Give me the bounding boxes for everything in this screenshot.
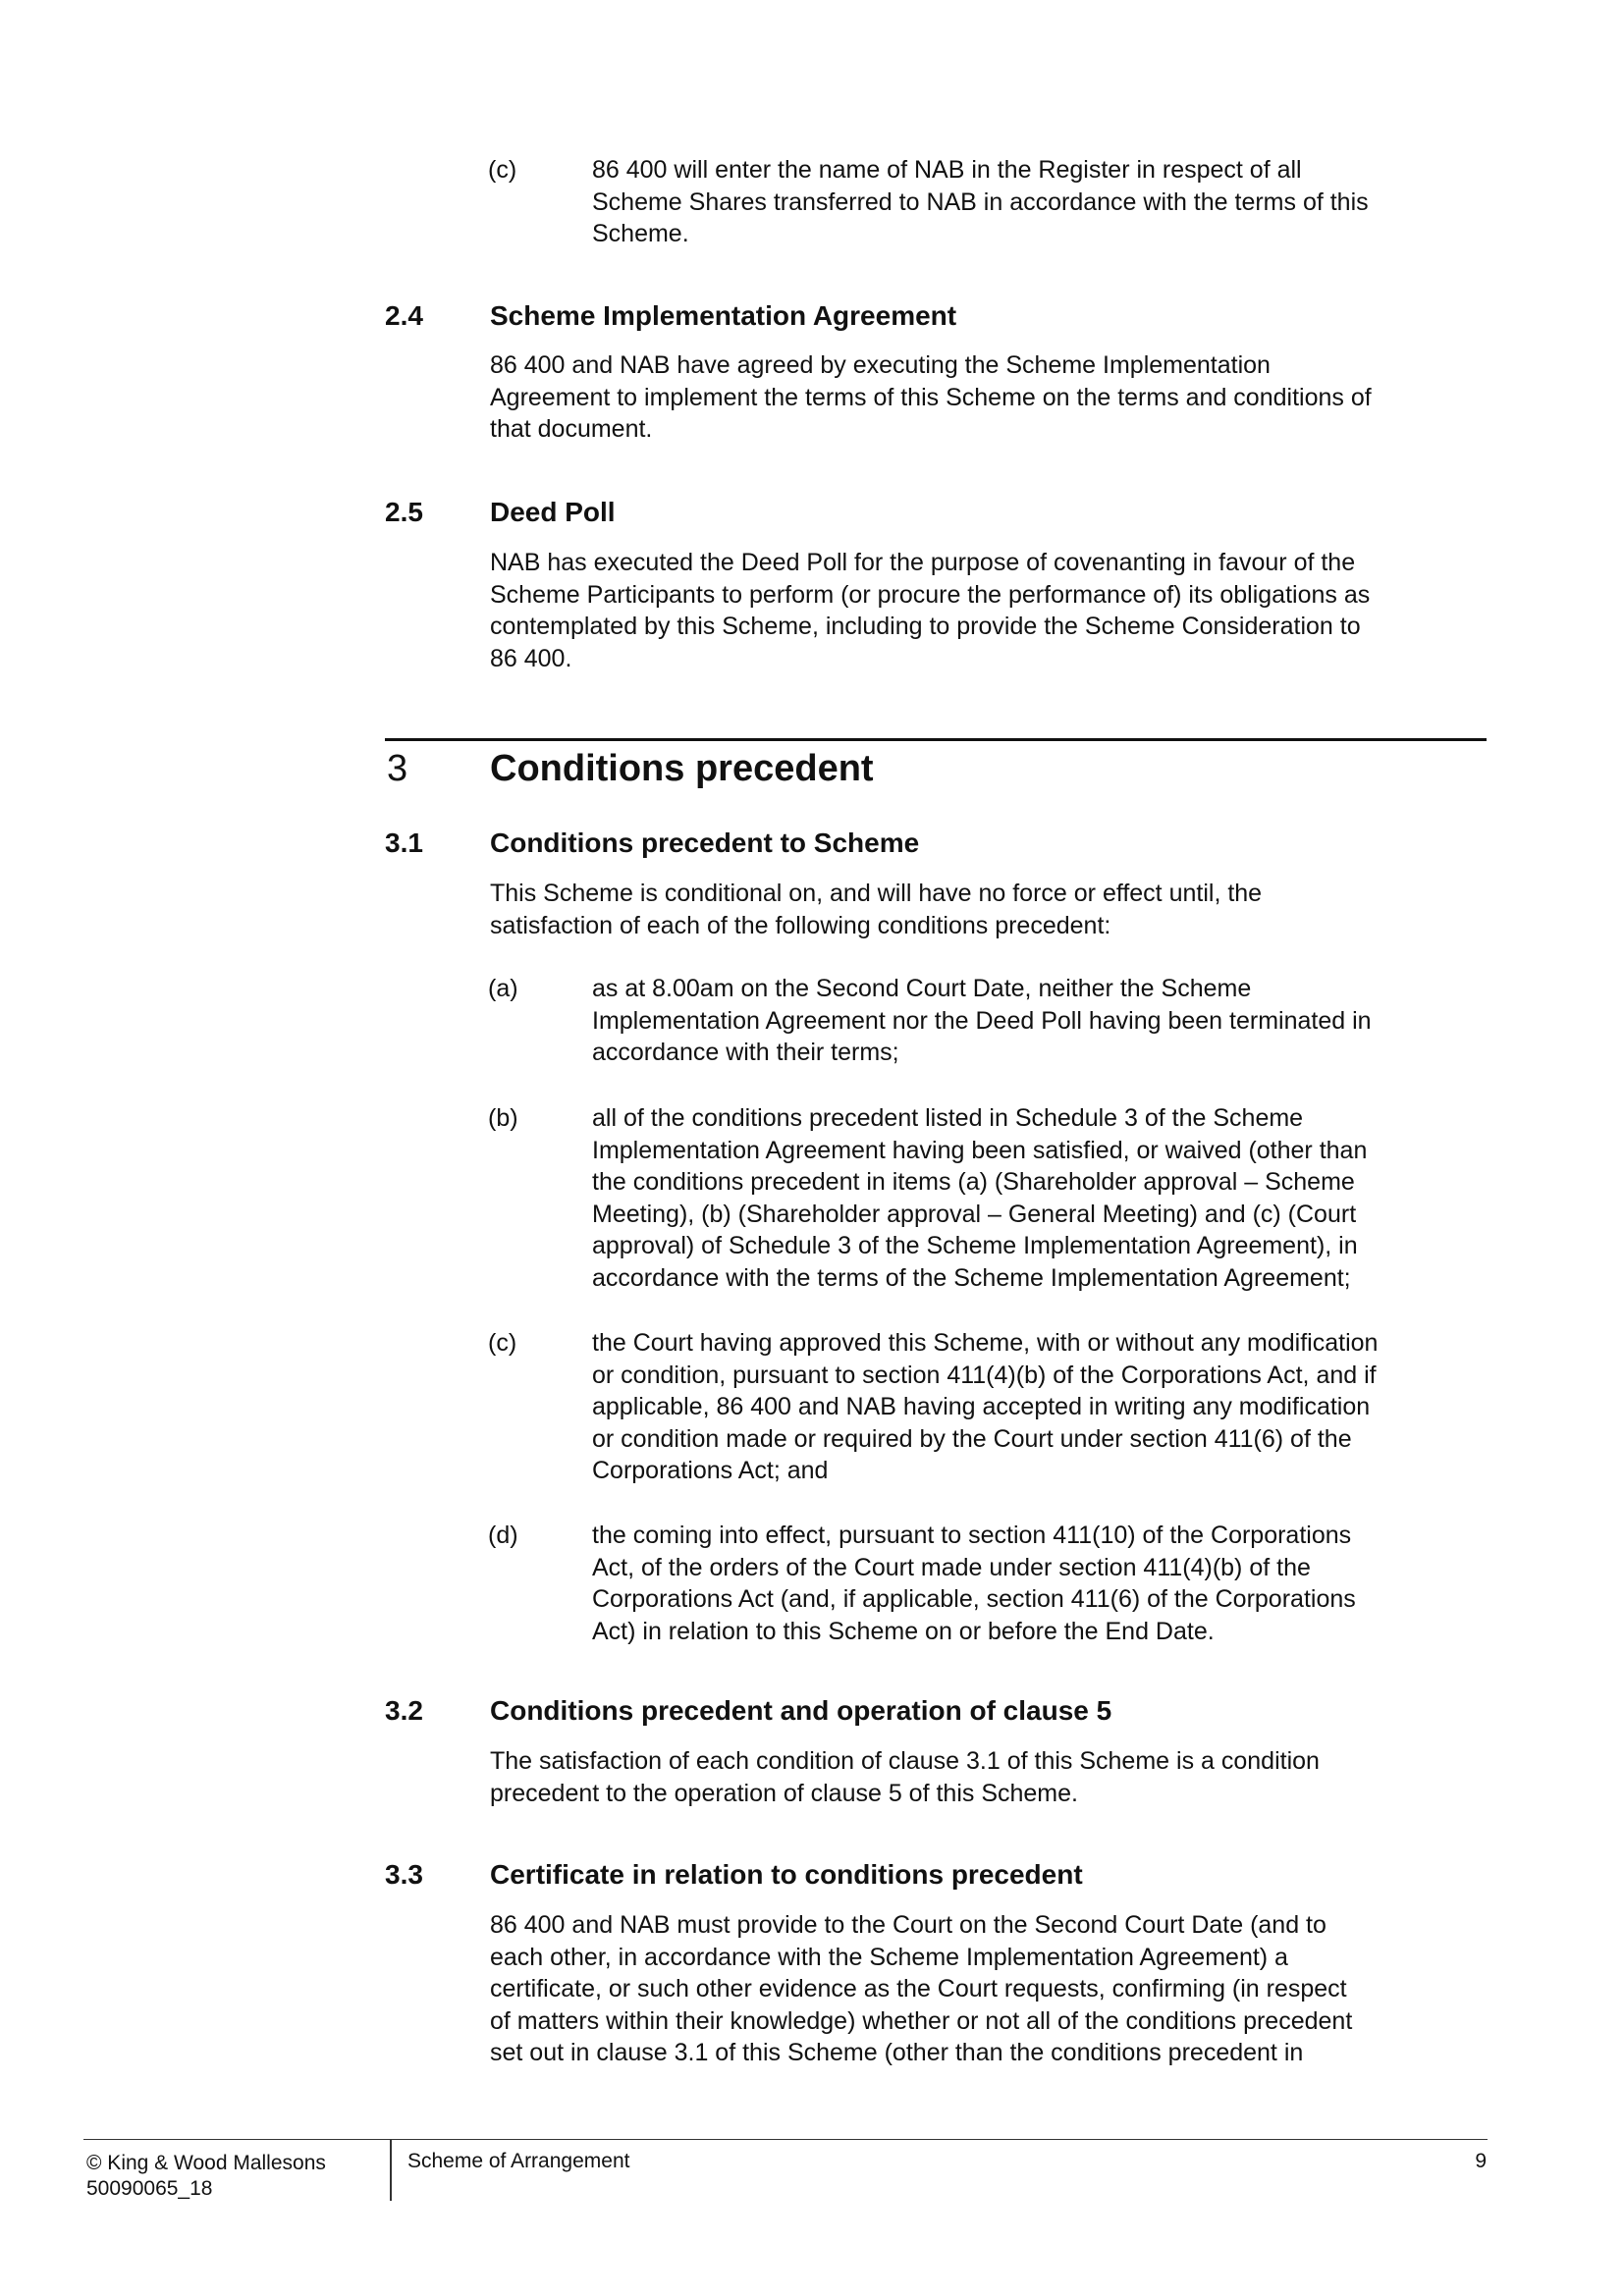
section-title: Conditions precedent <box>490 748 874 789</box>
section-title: Conditions precedent and operation of clause 5 <box>490 1695 1112 1726</box>
section-divider <box>385 738 1487 741</box>
footer-copyright: © King & Wood Mallesons <box>86 2152 326 2174</box>
section-number: 2.5 <box>385 497 423 527</box>
footer-vertical-divider <box>390 2140 392 2201</box>
list-item-label: (c) <box>488 156 517 184</box>
section-number: 2.4 <box>385 300 423 331</box>
list-item-text: all of the conditions precedent listed in Schedule 3 of the Scheme Implementation Agreement having been satisfied, or waived (other than the conditions precedent in items (a) (Shareholder approval – Scheme Meeting), (b) (Shareholder approval – General Meeting) and (c) (Court approval) of Schedule 3 of the Scheme Implementation Agreement), in accordance with the terms of the Scheme Implementation Agreement; <box>592 1104 1368 1292</box>
list-item-text: the Court having approved this Scheme, with or without any modification or condition, pursuant to section 411(4)(b) of the Corporations Act, and if applicable, 86 400 and NAB having accepted in writing any modification or condition made or required by the Court under section 411(6) of the Corporations Act; and <box>592 1329 1379 1484</box>
section-title: Deed Poll <box>490 497 616 527</box>
footer-doc-id: 50090065_18 <box>86 2177 213 2200</box>
section-title: Scheme Implementation Agreement <box>490 300 957 331</box>
section-3-1-text: This Scheme is conditional on, and will have no force or effect until, the satisfaction of each of the following conditions precedent: <box>490 880 1263 939</box>
section-3-2-text: The satisfaction of each condition of clause 3.1 of this Scheme is a condition precedent to the operation of clause 5 of this Scheme. <box>490 1747 1320 1807</box>
footer-doc-title: Scheme of Arrangement <box>407 2150 630 2172</box>
page-number: 9 <box>1475 2150 1487 2172</box>
list-item-label: (b) <box>488 1104 518 1132</box>
section-2-5-text: NAB has executed the Deed Poll for the purpose of covenanting in favour of the Scheme Participants to perform (or procure the performance of) its obligations as contemplated by this Scheme, including to provide the Scheme Consideration to 86 400. <box>490 549 1371 672</box>
list-item-label: (c) <box>488 1329 517 1357</box>
footer-divider <box>83 2139 1488 2140</box>
list-item-text: as at 8.00am on the Second Court Date, neither the Scheme Implementation Agreement nor the Deed Poll having been terminated in accordance with their terms; <box>592 975 1372 1066</box>
section-title: Conditions precedent to Scheme <box>490 828 920 858</box>
section-3-3-text: 86 400 and NAB must provide to the Court on the Second Court Date (and to each other, in accordance with the Scheme Implementation Agreement) a certificate, or such other evidence as the Court requests, confirming (in respect of matters within their knowledge) whether or not all of the conditions precedent set out in clause 3.1 of this Scheme (other than the conditions precedent in <box>490 1911 1353 2066</box>
list-item-label: (a) <box>488 975 518 1002</box>
section-number: 3.2 <box>385 1695 423 1726</box>
list-item-text: the coming into effect, pursuant to section 411(10) of the Corporations Act, of the orders of the Court made under section 411(4)(b) of the Corporations Act (and, if applicable, section 411(6) of the Corporations Act) in relation to this Scheme on or before the End Date. <box>592 1522 1356 1645</box>
list-item-label: (d) <box>488 1522 518 1549</box>
section-number: 3.3 <box>385 1859 423 1890</box>
list-item-text: 86 400 will enter the name of NAB in the Register in respect of all Scheme Shares transferred to NAB in accordance with the terms of this Scheme. <box>592 156 1369 247</box>
section-title: Certificate in relation to conditions precedent <box>490 1859 1083 1890</box>
section-number: 3 <box>387 748 408 789</box>
section-number: 3.1 <box>385 828 423 858</box>
section-2-4-text: 86 400 and NAB have agreed by executing the Scheme Implementation Agreement to implement the terms of this Scheme on the terms and conditions of that document. <box>490 351 1372 443</box>
